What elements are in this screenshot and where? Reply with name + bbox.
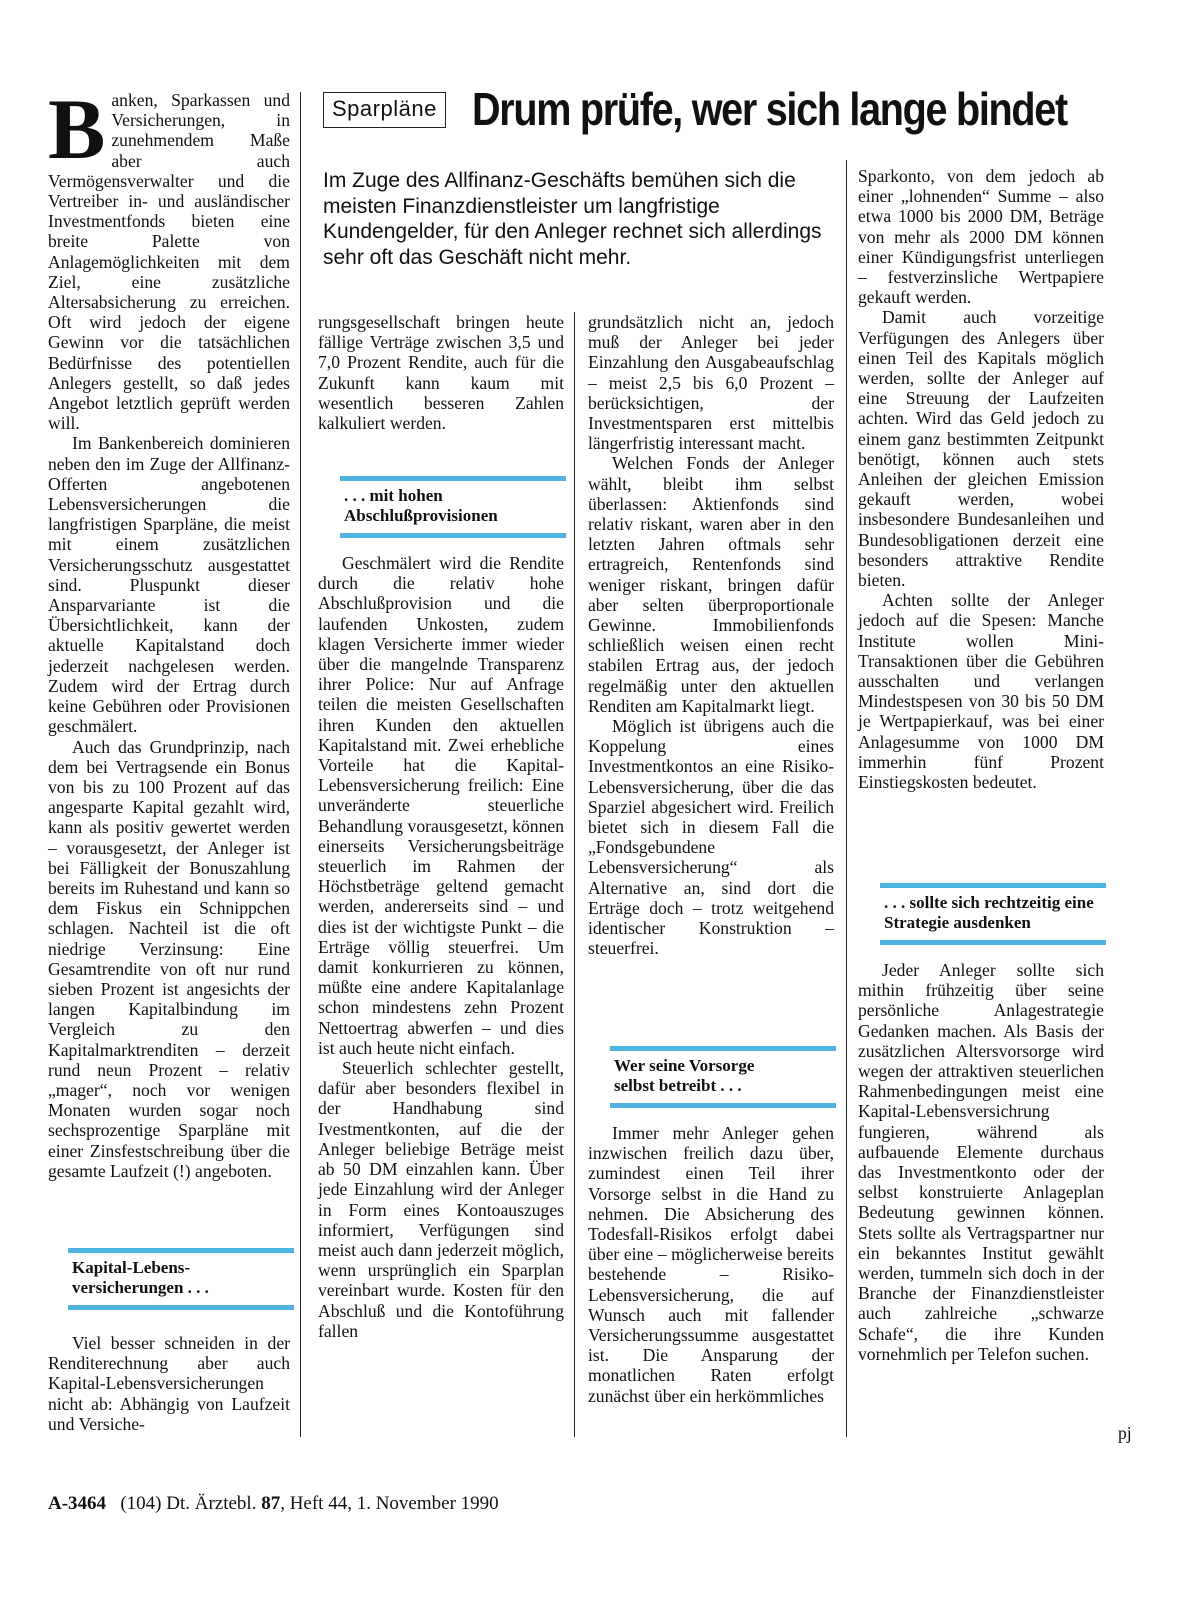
col3-paragraph-2: Welchen Fonds der Anleger wählt, bleibt ihm selbst überlassen: Aktienfonds sind relativ riskant, waren aber in den letzten Jahren oftmals sehr ertragreich, Rentenfonds sind weniger riskant, bringen dafür aber selten überproportionale Gewinne. Immobilienfonds schließlich weisen einen recht stabilen Ertrag aus, der jedoch regelmäßig unter den aktuellen Renditen am Kapitalmarkt liegt. [588,453,834,716]
volume-number: 87 [261,1493,281,1514]
column-2-continued [318,553,564,1341]
col4-paragraph-1: Sparkonto, von dem jedoch ab einer „lohnenden“ Summe – also etwa 1000 bis 2000 DM, Beträge von mehr als 2000 DM können einer Kündigungsfrist unterliegen – festverzinsliche Wertpapiere gekauft werden. [858,166,1104,308]
column-3-continued [588,1123,834,1406]
col3-paragraph-4: Immer mehr Anleger gehen inzwischen freilich dazu über, zumindest einen Teil ihrer Vorsorge selbst in die Hand zu nehmen. Die Absicherung des Todesfall-Risikos erfolgt dabei über eine – möglicherweise bereits bestehende – Risiko-Lebensversicherung, die auf Wunsch auch mit fallender Versicherungssumme ausgestattet ist. Die Ansparung der monatlichen Raten erfolgt zunächst über ein herkömmliches [588,1123,834,1406]
column-4 [858,166,1104,792]
subhead-vorsorge: Wer seine Vorsorge selbst betreibt . . . [610,1048,836,1104]
column-2 [318,312,564,433]
col2-paragraph-3: Steuerlich schlechter gestellt, dafür aber besonders flexibel in der Handhabung sind Ivestmentkonten, auf die der Anleger beliebige Beträge meist ab 50 DM einzahlen kann. Über jede Einzahlung wird der Anleger in Form eines Kontoauszuges informiert, Verfügungen sind meist auch dann jederzeit möglich, wenn ursprünglich ein Sparplan vereinbart wurde. Kosten für den Abschluß und die Kontoführung fallen [318,1058,564,1341]
column-1 [48,81,290,1181]
subhead-bar-top [68,1248,294,1253]
col4-paragraph-4: Jeder Anleger sollte sich mithin frühzeitig über seine persönliche Anlagestrategie Gedanken machen. Als Basis der zusätzlichen Altersvorsorge wird wegen der attraktiven steuerlichen Rahmenbedingungen meist eine Kapital-Lebensversichrung fungieren, während als aufbauende Elemente durchaus das Investmentkonto oder der selbst konstruierte Anlageplan Bedeutung gewinnen können. Stets sollte als Vertragspartner nur ein bekanntes Institut gewählt werden, tummeln sich doch in der Branche der Finanzdienstleister auch zahlreiche „schwarze Schafe“, die ihre Kunden vornehmlich per Telefon suchen. [858,960,1104,1364]
column-rule-2 [574,312,575,1437]
subhead-bar-bottom [68,1305,294,1310]
subhead-abschlussprovisionen: . . . mit hohen Abschlußprovisionen [340,478,566,534]
subhead-bar-top [340,476,566,481]
column-4-continued [858,960,1104,1364]
subhead-bar-bottom [880,940,1106,945]
subhead-bar-top [610,1046,836,1051]
col1-paragraph-3: Auch das Grundprinzip, nach dem bei Vertragsende ein Bonus von bis zu 100 Prozent auf das angesparte Kapital gezahlt wird, kann als positiv gewertet werden – vorausgesetzt, der Anleger ist bei Fälligkeit der Bonuszahlung bereits im Ruhestand und kann so dem Fiskus ein Schnippchen schlagen. Nachteil ist die oft niedrige Verzinsung: Eine Gesamtrendite von oft nur rund sieben Prozent ist angesichts der langen Kapitalbindung im Vergleich zu den Kapitalmarktrenditen – derzeit rund neun Prozent – relativ „mager“, noch vor wenigen Monaten wurden sogar noch sechsprozentige Sparpläne mit einer Zinsfestschreibung über die gesamte Laufzeit (!) angeboten. [48,736,290,1181]
col1-paragraph-1: Banken, Sparkassen und Versicherungen, in zunehmendem Maße aber auch Vermögensverwalter und die Vertreiber in- und ausländischer Investmentfonds bieten eine breite Palette von Anlagemöglichkeiten mit dem Ziel, eine zusätzliche Altersabsicherung zu erreichen. Oft wird jedoch der eigene Gewinn vor die tatsächlichen Bedürfnisse des potentiellen Anlegers gestellt, so daß jedes Angebot letztlich geprüft werden will. [48,81,290,434]
subhead-bar-bottom [610,1103,836,1108]
col2-paragraph-1: rungsgesellschaft bringen heute fällige Verträge zwischen 3,5 und 7,0 Prozent Rendite, auch für die Zukunft kann kaum mit wesentlich besseren Zahlen kalkuliert werden. [318,312,564,434]
column-3 [588,312,834,959]
subhead-strategie: . . . sollte sich rechtzeitig eine Strategie ausdenken [880,885,1106,941]
page-footer [48,1492,499,1516]
section-kicker: Sparpläne [323,92,446,128]
col1-paragraph-4: Viel besser schneiden in der Renditerechnung aber auch Kapital-Lebensversicherungen nicht ab: Abhängig von Laufzeit und Versiche- [48,1333,290,1434]
article-headline: Drum prüfe, wer sich lange bindet [472,83,1067,135]
col4-paragraph-2: Damit auch vorzeitige Verfügungen des Anlegers über einen Teil des Kapitals möglich werden, sollte der Anleger auf eine Streuung der Laufzeiten achten. Wird das Geld jedoch zu einem ganz bestimmten Zeitpunkt benötigt, können auch stets Anleihen der gleichen Emission gekauft werden, wobei insbesondere Bundesanleihen und Bundesobligationen derzeit eine besonders attraktive Rendite bieten. [858,307,1104,591]
column-rule-3 [846,160,847,1437]
column-1-continued [48,1333,290,1434]
subhead-bar-top [880,883,1106,888]
col3-paragraph-3: Möglich ist übrigens auch die Koppelung eines Investmentkontos an eine Risiko-Lebensversicherung, über die das Sparziel abgesichert wird. Freilich bietet sich in diesem Fall die „Fondsgebundene Lebensversicherung“ als Alternative an, sind dort die Erträge doch – trotz weitgehend identischer Konstruktion – steuerfrei. [588,716,834,959]
col4-paragraph-3: Achten sollte der Anleger jedoch auf die Spesen: Manche Institute wollen Mini-Transaktionen über die Gebühren ausschalten und verlangen Mindestspesen von 30 bis 50 DM je Wertpapierkauf, was bei einer Anlagesumme von 1000 DM immerhin fünf Prozent Einstiegskosten bedeutet. [858,590,1104,793]
col3-paragraph-1: grundsätzlich nicht an, jedoch muß der Anleger bei jeder Einzahlung den Ausgabeaufschlag – meist 2,5 bis 6,0 Prozent – berücksichtigen, der Investmentsparen erst mittelbis längerfristig interessant macht. [588,312,834,454]
citation-pre: (104) Dt. Ärztebl. [120,1493,257,1514]
subhead-kapital-lebensversicherungen: Kapital-Lebens-versicherungen . . . [68,1250,294,1306]
page-code: A-3464 [48,1493,107,1514]
col2-paragraph-2: Geschmälert wird die Rendite durch die relativ hohe Abschlußprovision und die laufenden Unkosten, zudem klagen Versicherte immer wieder über die mangelnde Transparenz ihrer Police: Nur auf Anfrage teilen die meisten Gesellschaften ihren Kunden den aktuellen Kapitalstand mit. Zwei erhebliche Vorteile hat die Kapital-Lebensversicherung freilich: Eine unveränderte steuerliche Behandlung vorausgesetzt, können einerseits Versicherungsbeiträge steuerlich im Rahmen der Höchstbeträge geltend gemacht werden, andererseits sind – und dies ist der wichtigste Punkt – die Erträge völlig steuerfrei. Um damit konkurrieren zu können, müßte eine andere Kapitalanlage schon mindestens zehn Prozent Nettoertrag abwerfen – und dies ist auch heute nicht einfach. [318,553,564,1058]
citation-post: , Heft 44, 1. November 1990 [280,1493,499,1514]
author-signature: pj [1118,1423,1132,1443]
drop-cap: B [48,81,106,177]
article-lead: Im Zuge des Allfinanz-Geschäfts bemühen sich die meisten Finanzdienstleister um langfristige Kundengelder, für den Anleger rechnet sich allerdings sehr oft das Geschäft nicht mehr. [323,169,822,269]
column-rule-1 [300,92,301,1437]
subhead-bar-bottom [340,533,566,538]
col1-paragraph-2: Im Bankenbereich dominieren neben den im Zuge der Allfinanz-Offerten angebotenen Lebensversicherungen die langfristigen Sparpläne, die meist mit einem zusätzlichen Versicherungsschutz ausgestattet sind. Pluspunkt dieser Ansparvariante ist die Übersichtlichkeit, kann der aktuelle Kapitalstand doch jederzeit nachgelesen werden. Zudem wird der Ertrag durch keine Gebühren oder Provisionen geschmälert. [48,433,290,737]
